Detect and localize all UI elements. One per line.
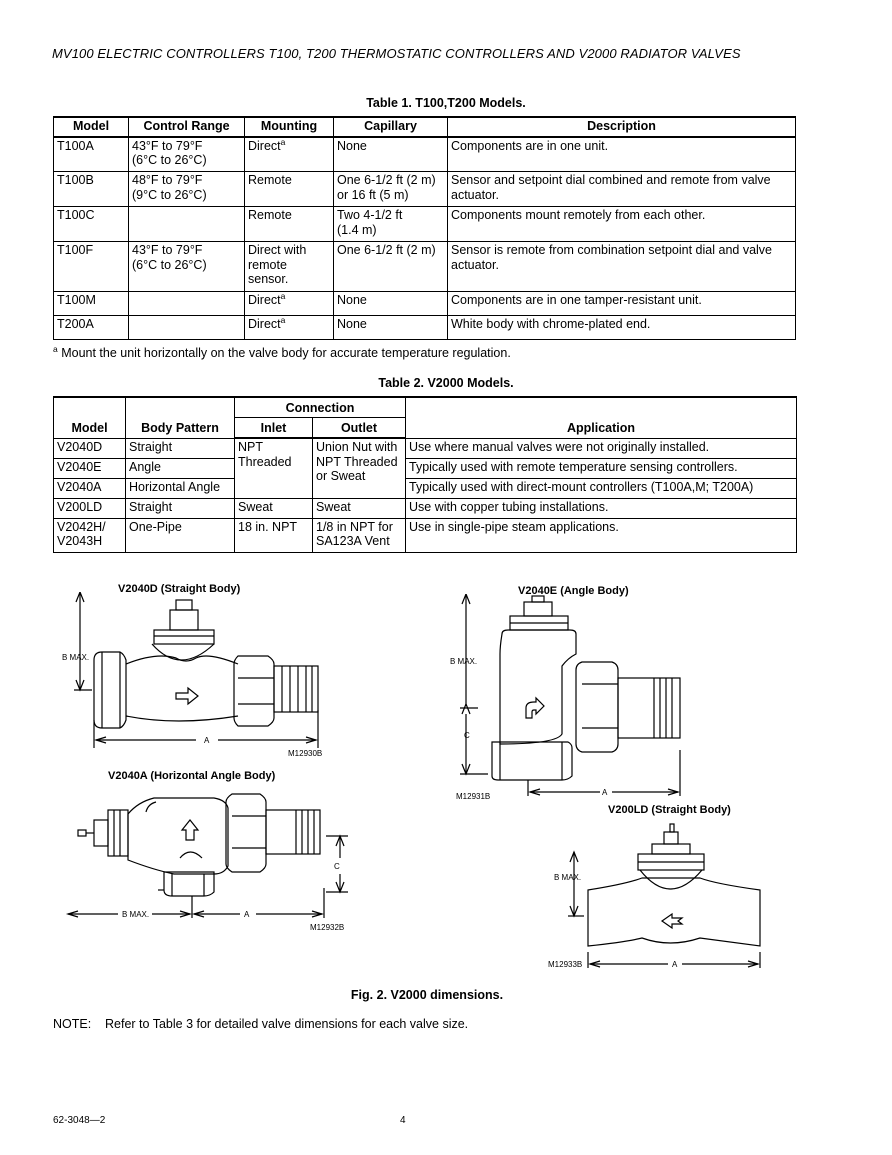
table1-header-row xyxy=(54,117,796,137)
outlet-line1: Union Nut with xyxy=(316,440,398,454)
cell-model: V200LD xyxy=(54,498,126,518)
cell-mounting xyxy=(245,316,334,340)
footer-page-number: 4 xyxy=(400,1115,406,1126)
table2-col-inlet: Inlet xyxy=(235,418,313,439)
v2040a-c-label: C xyxy=(334,862,340,871)
table2-col-connection: Connection xyxy=(235,397,406,418)
table2-caption: Table 2. V2000 Models. xyxy=(378,376,514,390)
cell-description: White body with chrome-plated end. xyxy=(448,316,796,340)
outlet-line1: 1/8 in NPT for xyxy=(316,519,393,534)
note xyxy=(53,1017,468,1031)
v2040a-bmax-label: B MAX. xyxy=(122,910,150,919)
cell-body: Angle xyxy=(126,458,235,478)
cell-mounting: Remote xyxy=(245,207,334,242)
model-line1: V2042H/ xyxy=(57,519,106,534)
capillary-line1: Two 4-1/2 ft xyxy=(337,208,403,222)
range-f: 48°F to 79°F xyxy=(132,173,203,187)
table2-col-body: Body Pattern xyxy=(126,397,235,438)
range-c: (6°C to 26°C) xyxy=(132,257,207,272)
fig-v2040d-title: V2040D (Straight Body) xyxy=(118,583,241,595)
mounting-text: Direct xyxy=(248,293,281,307)
cell-inlet: Sweat xyxy=(235,498,313,518)
cell-range xyxy=(129,316,245,340)
cell-model: T100F xyxy=(54,242,129,292)
cell-model: T100M xyxy=(54,292,129,316)
v2040d-bmax-label: B MAX. xyxy=(62,653,90,662)
cell-application: Use with copper tubing installations. xyxy=(406,498,797,518)
note-text: Refer to Table 3 for detailed valve dimensions for each valve size. xyxy=(105,1017,469,1031)
cell-capillary: None xyxy=(334,292,448,316)
model-line2: V2043H xyxy=(57,534,103,548)
cell-body: Straight xyxy=(126,498,235,518)
range-f: 43°F to 79°F xyxy=(132,138,203,153)
v2040a-a-label: A xyxy=(244,910,250,919)
cell-body: Straight xyxy=(126,438,235,458)
v200ld-bmax-label: B MAX. xyxy=(554,873,582,882)
table-row xyxy=(54,478,797,498)
footnote-ref: a xyxy=(280,290,286,301)
running-header: MV100 ELECTRIC CONTROLLERS T100, T200 THERMOSTATIC CONTROLLERS AND V2000 RADIATOR VALVES xyxy=(52,46,741,61)
cell-range xyxy=(129,207,245,242)
note-label: NOTE: xyxy=(53,1017,92,1031)
table1-footnote xyxy=(53,343,511,360)
v2040d-code: M12930B xyxy=(288,749,323,758)
v2040d-a-label: A xyxy=(204,736,210,745)
table-row xyxy=(54,498,797,518)
cell-application: Typically used with direct-mount controllers (T100A,M; T200A) xyxy=(406,478,797,498)
drawing-v2040e xyxy=(444,594,704,802)
drawing-v2040d xyxy=(56,592,356,764)
table-row xyxy=(54,242,796,292)
v2040a-code: M12932B xyxy=(310,923,345,932)
table1-caption: Table 1. T100,T200 Models. xyxy=(366,96,526,110)
cell-mounting xyxy=(245,292,334,316)
table2-header-row-1 xyxy=(54,397,797,418)
footnote-ref: a xyxy=(280,136,286,147)
cell-capillary xyxy=(334,207,448,242)
v2040e-bmax-label: B MAX. xyxy=(450,657,478,666)
cell-range xyxy=(129,137,245,172)
cell-model: V2040A xyxy=(54,478,126,498)
drawing-v200ld xyxy=(546,818,776,974)
inlet-line2: Threaded xyxy=(238,454,292,469)
cell-capillary: One 6-1/2 ft (2 m) xyxy=(334,242,448,292)
table1-col-model: Model xyxy=(54,117,129,137)
outlet-line2: SA123A Vent xyxy=(316,534,390,548)
cell-description: Sensor and setpoint dial combined and remote from valve actuator. xyxy=(448,172,796,207)
v200ld-a-label: A xyxy=(672,960,678,969)
outlet-line2: NPT Threaded xyxy=(316,454,398,469)
cell-model: T100A xyxy=(54,137,129,172)
figure-caption: Fig. 2. V2000 dimensions. xyxy=(350,988,504,1002)
cell-capillary xyxy=(334,172,448,207)
table-row xyxy=(54,207,796,242)
table-row xyxy=(54,438,797,458)
table2-col-model: Model xyxy=(54,397,126,438)
table1-col-mounting: Mounting xyxy=(245,117,334,137)
v2040e-c-label: C xyxy=(464,731,470,740)
range-c: (9°C to 26°C) xyxy=(132,187,207,202)
cell-model: V2040D xyxy=(54,438,126,458)
cell-mounting: Remote xyxy=(245,172,334,207)
footnote-text: Mount the unit horizontally on the valve body for accurate temperature regulation. xyxy=(61,346,511,360)
cell-description: Components are in one unit. xyxy=(448,137,796,172)
footnote-mark: a xyxy=(53,343,58,354)
table1-col-range: Control Range xyxy=(129,117,245,137)
fig-v2040a-title: V2040A (Horizontal Angle Body) xyxy=(108,770,276,782)
cell-range xyxy=(129,242,245,292)
fig-v2040e-title: V2040E (Angle Body) xyxy=(518,585,629,597)
cell-model xyxy=(54,518,126,552)
table2 xyxy=(53,396,797,553)
table1-col-capillary: Capillary xyxy=(334,117,448,137)
cell-body: Horizontal Angle xyxy=(126,478,235,498)
outlet-line3: or Sweat xyxy=(316,469,366,483)
cell-range xyxy=(129,292,245,316)
cell-outlet xyxy=(313,518,406,552)
table2-col-outlet: Outlet xyxy=(313,418,406,439)
cell-outlet: Sweat xyxy=(313,498,406,518)
footer-doc-number: 62-3048—2 xyxy=(53,1115,106,1126)
drawing-v2040a xyxy=(64,784,354,934)
v200ld-code: M12933B xyxy=(548,960,583,969)
cell-body: One-Pipe xyxy=(126,518,235,552)
cell-description: Components are in one tamper-resistant unit. xyxy=(448,292,796,316)
table-row xyxy=(54,316,796,340)
cell-application: Use in single-pipe steam applications. xyxy=(406,518,797,552)
table-row xyxy=(54,137,796,172)
mounting-text: Direct xyxy=(248,138,281,153)
fig-v200ld-title: V200LD (Straight Body) xyxy=(608,804,731,816)
range-f: 43°F to 79°F xyxy=(132,243,203,257)
range-c: (6°C to 26°C) xyxy=(132,153,207,167)
cell-inlet-npt xyxy=(235,438,313,498)
cell-application: Typically used with remote temperature sensing controllers. xyxy=(406,458,797,478)
cell-mounting: Direct with remote sensor. xyxy=(245,242,334,292)
cell-capillary: None xyxy=(334,137,448,172)
capillary-line2: or 16 ft (5 m) xyxy=(337,187,409,202)
mounting-text: Direct xyxy=(248,317,281,331)
table-row xyxy=(54,172,796,207)
capillary-line2: (1.4 m) xyxy=(337,222,377,237)
table1 xyxy=(53,116,796,340)
cell-capillary: None xyxy=(334,316,448,340)
v2040e-a-label: A xyxy=(602,788,608,797)
table-row xyxy=(54,292,796,316)
cell-model: T100B xyxy=(54,172,129,207)
cell-model: T200A xyxy=(54,316,129,340)
cell-description: Sensor is remote from combination setpoint dial and valve actuator. xyxy=(448,242,796,292)
cell-range xyxy=(129,172,245,207)
cell-description: Components mount remotely from each other. xyxy=(448,207,796,242)
table-row xyxy=(54,458,797,478)
cell-inlet: 18 in. NPT xyxy=(235,518,313,552)
cell-application: Use where manual valves were not originally installed. xyxy=(406,438,797,458)
table2-col-application: Application xyxy=(406,397,797,438)
cell-model: T100C xyxy=(54,207,129,242)
v2040e-code: M12931B xyxy=(456,792,491,801)
cell-mounting xyxy=(245,137,334,172)
table-row xyxy=(54,518,797,552)
capillary-line1: One 6-1/2 ft (2 m) xyxy=(337,173,436,187)
cell-model: V2040E xyxy=(54,458,126,478)
cell-outlet-union xyxy=(313,438,406,498)
table1-col-description: Description xyxy=(448,117,796,137)
inlet-line1: NPT xyxy=(238,440,263,454)
footnote-ref: a xyxy=(280,314,286,325)
